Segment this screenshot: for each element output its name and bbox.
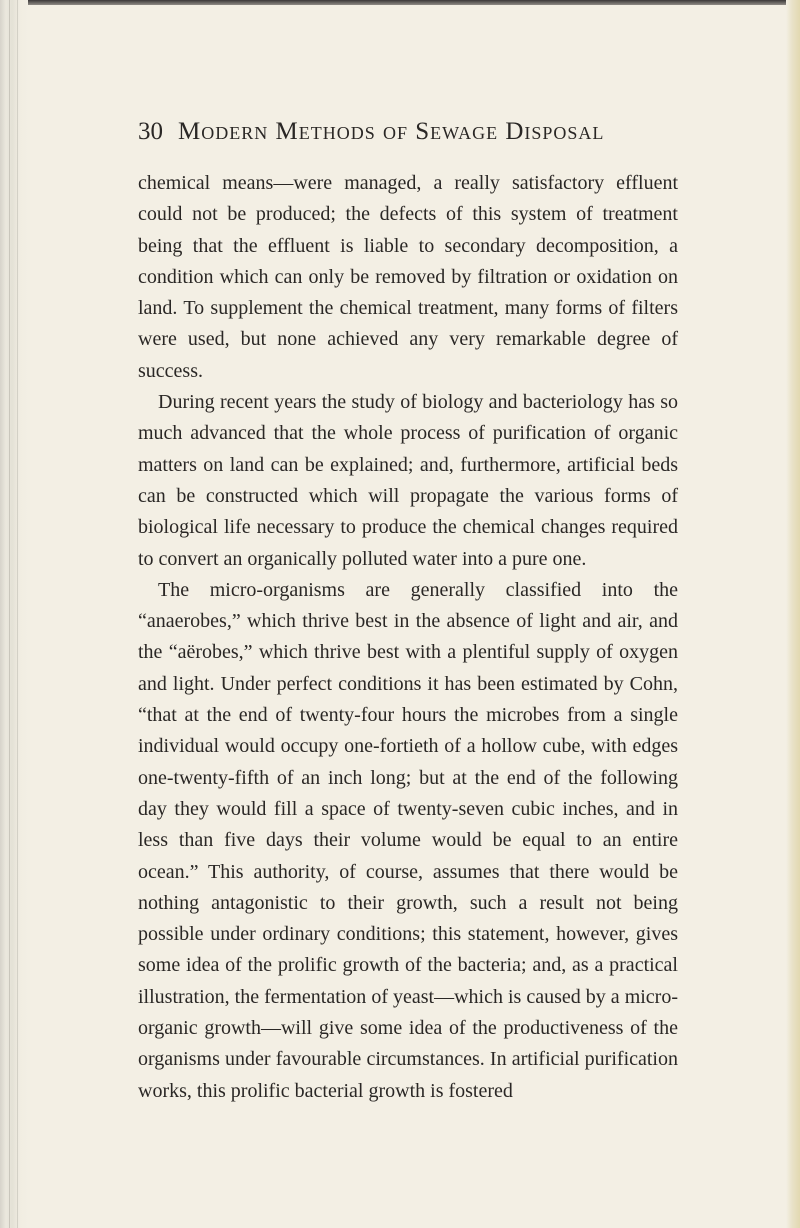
paragraph: chemical means—were managed, a really satisfactory effluent could not be produced; the defects of this system of treatment being that the effluent is liable to secondary decomposition, a condition which can only be removed by filtration or oxidation on land. To supplement the chemical treatment, many forms of filters were used, but none achieved any very remarkable degree of success.	[138, 172, 678, 382]
book-gutter	[0, 0, 28, 1228]
body-text	[138, 168, 678, 1107]
scan-top-edge	[0, 0, 800, 5]
paragraph: During recent years the study of biology and bacteriology has so much advanced that the whole process of purification of organic matters on land can be explained; and, furthermore, artificial beds can be constructed which will propagate the various forms of biological life necessary to produce the chemical changes required to convert an organically polluted water into a pure one.	[138, 391, 678, 570]
paragraph: The micro-organisms are generally classified into the “anaerobes,” which thrive best in the absence of light and air, and the “aërobes,” which thrive best with a plentiful supply of oxygen and light. Under perfect conditions it has been estimated by Cohn, “that at the end of twenty-four hours the microbes from a single individual would occupy one-fortieth of a hollow cube, with edges one-twenty-fifth of an inch long; but at the end of the following day they would fill a space of twenty-seven cubic inches, and in less than five days their volume would be equal to an entire ocean.” This authority, of course, assumes that there would be nothing antagonistic to their growth, such a result not being possible under ordinary conditions; this statement, however, gives some idea of the prolific growth of the bacteria; and, as a practical illustration, the fermentation of yeast—which is caused by a micro-organic growth—will give some idea of the productiveness of the organisms under favourable circumstances. In artificial purification works, this prolific bacterial growth is fostered	[138, 578, 678, 1102]
page-header	[138, 118, 678, 158]
running-title: Modern Methods of Sewage Disposal	[178, 118, 605, 145]
page-number: 30	[138, 118, 163, 145]
page-right-edge	[786, 0, 800, 1228]
